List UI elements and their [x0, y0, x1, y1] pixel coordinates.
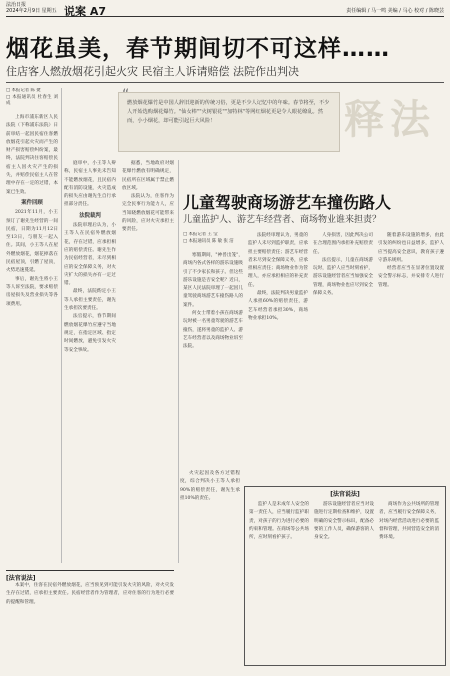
second-byline: □ 本报记者 王 莹 □ 本报通讯员 陈 敏 张 洁: [183, 232, 234, 244]
section-title: 说案 A7: [64, 5, 106, 18]
paragraph: 法官提示，儿童在商场游玩时，监护人应当时刻看护，游乐设施经营者应当加强安全管理，商场物业也应尽到安全保障义务。: [313, 257, 373, 297]
quote-mark-icon: “: [122, 87, 130, 103]
paragraph: 据悉，当地政府对烟花爆竹燃放有明确规定，民宿所在区域属于禁止燃放区域。: [122, 161, 174, 191]
pull-quote-text: 燃放烟花爆竹是中国人辞旧迎新的传统习俗，更是不少人记忆中的年味。春节将至，不少人开始选购烟花爆竹。"仙女棒""火树银花""加特林"等网红烟花更是令人眼花缭乱。然而，小小烟花，却可能引起巨大风险！: [127, 100, 330, 124]
paragraph: 2021年11月，小王预订了谢先生经营的一间民宿，日期为11月12日至13日，与朋友一起入住。其间，小王等人在屋外燃放烟花，烟花掉落在民宿屋顶，引燃了屋顶，火势迅速蔓延。: [6, 210, 58, 274]
box-column-3: [379, 501, 439, 661]
column-divider: [61, 88, 62, 563]
main-column-1: [6, 114, 58, 564]
paragraph: 何女士带着小孩在商场游玩时被一名男童驾驶的游艺车撞伤，遂将男童的监护人、游艺车经营者以及商场物业诉至法院。: [183, 311, 243, 350]
paragraph: 随着游乐设施的增多，由此引发的纠纷也日益增多，监护人应当提高安全意识，教育孩子遵守游乐规则。: [378, 233, 444, 263]
divider-rule: [6, 82, 444, 83]
box-tag: [法官说法]: [330, 491, 360, 498]
main-byline: □ 本报记者 陈 捷 □ 本报通讯员 杜春生 刘 成: [6, 88, 58, 106]
column-divider: [178, 160, 179, 563]
paragraph: 庭审中，小王等人辩称，民宿主人事先未告知不能燃放烟花，且民宿内配有消防设施，火灾造成的损失应由谢先生自行承担部分责任。: [64, 161, 116, 208]
section-subtitle: 法院裁判: [79, 212, 101, 219]
paragraph: 经营者应当在显著位置设置安全警示标志，并安排专人进行管理。: [378, 266, 444, 288]
second-article-subtitle: 儿童监护人、游艺车经营者、商场物业谁来担责？: [183, 215, 382, 225]
box-column-1: [249, 501, 309, 661]
paragraph: 监护人是未成年人安全的第一责任人，应当履行监护职责，对孩子的行为进行必要的约束和管理。在商场等公共场所，应时刻看护孩子。: [249, 502, 309, 541]
box-tag: [法官说法]: [6, 575, 36, 582]
box-column-2: [314, 501, 374, 661]
paragraph: 法官提示，春节期间燃放烟花爆竹应遵守当地规定，在指定区域、指定时间燃放，避免引发火灾等安全事故。: [64, 314, 116, 353]
paragraph: 法院经审理认为，男童的监护人未尽到监护职责，应承担主要赔偿责任；游艺车经营者未尽到安全保障义务，应承担相应责任；商场物业作为管理人，亦应承担相应的补充责任。: [248, 233, 308, 288]
masthead-title: 法治日报: [6, 2, 27, 8]
paragraph: 最终，法院酌定小王等人承担主要责任，谢先生承担次要责任。: [64, 289, 116, 312]
main-column-2: [64, 160, 116, 563]
paragraph: 法院审理后认为，小王等人在民宿外燃放烟花，存在过错，应承担相应的赔偿责任。谢先生作为民宿经营者，未尽到相应的安全保障义务，对火灾扩大的损失亦有一定过错。: [64, 223, 116, 287]
pull-quote: [118, 87, 340, 152]
paragraph: 寒假期间，"神兽出笼"，商场内各式各样的游乐设施吸引了不少家长和孩子。但这些游乐设施是否安全呢？近日，某区人民法院审理了一起因儿童驾驶商场游艺车撞伤路人的案件。: [183, 253, 243, 308]
second-article-title: 儿童驾驶商场游艺车撞伤路人: [183, 193, 392, 212]
masthead-date: 2024年2月9日 星期五: [6, 8, 57, 14]
paragraph: 商场作为公共场所的管理者，应当履行安全保障义务，对场内经营活动进行必要的监督和管理，共同营造安全的消费环境。: [379, 502, 439, 541]
paragraph: 火灾起因及各方过错程度，综合判决小王等人承担90%的赔偿责任，谢先生承担10%的责任。: [180, 471, 240, 501]
editor-credits: 责任编辑 / 马一鸣 美编 / 马心 校对 / 陈晓芸: [346, 8, 444, 14]
page-header: [6, 2, 444, 17]
paragraph: 事后，谢先生将小王等人诉至法院，要求赔偿房屋损失及营业损失等各项费用。: [6, 276, 58, 307]
second-column-2: [248, 232, 308, 482]
second-column-3: [313, 232, 373, 482]
paragraph: 本案中，住客在民宿外燃放烟花，应当预见到可能引发火灾的风险，对火灾发生存在过错，应承担主要责任。民宿经营者作为管理者，应对住客的行为进行必要的提醒和管理。: [6, 583, 174, 605]
paragraph: 最终，法院判决男童监护人承担60%的赔偿责任，游艺车经营者承担30%，商场物业承担10%。: [248, 291, 308, 321]
section-subtitle: 案件回顾: [21, 199, 43, 206]
paragraph: 游乐设施经营者应当对设施进行定期检查和维护，设置明确的安全警示标识，配备必要的工作人员，确保游客的人身安全。: [314, 502, 374, 541]
paragraph: 人身损害，因此判决公司在合理范围内承担补充赔偿责任。: [313, 233, 373, 255]
masthead: [6, 2, 57, 14]
second-column-4: [378, 232, 444, 482]
paragraph: 法院认为，住客作为完全民事行为能力人，应当知晓燃放烟花可能带来的风险，应对火灾承担主要责任。: [122, 194, 174, 233]
judge-comment-box-second: [244, 486, 446, 666]
main-column-3: [122, 160, 174, 460]
section-watermark: 释法: [344, 96, 436, 143]
main-column-tail: [180, 470, 240, 562]
judge-comment-box-main: [6, 570, 174, 675]
box-text: [6, 582, 174, 672]
main-subheadline: 住店客人燃放烟花引起火灾 民宿主人诉请赔偿 法院作出判决: [6, 65, 299, 78]
main-headline: 烟花虽美，春节期间切不可这样……: [6, 36, 390, 62]
paragraph: 上海市浦东新区人民法院（下称浦东法院）日前审结一起因民宿住客燃放烟花引起火灾而产生的财产损害赔偿纠纷案，最终，法院判决住客赔偿民宿主人因火灾产生的损失，并赔偿民宿主人在管理中存在一定的过错，本案已生效。: [6, 115, 58, 195]
second-column-1: [183, 252, 243, 467]
